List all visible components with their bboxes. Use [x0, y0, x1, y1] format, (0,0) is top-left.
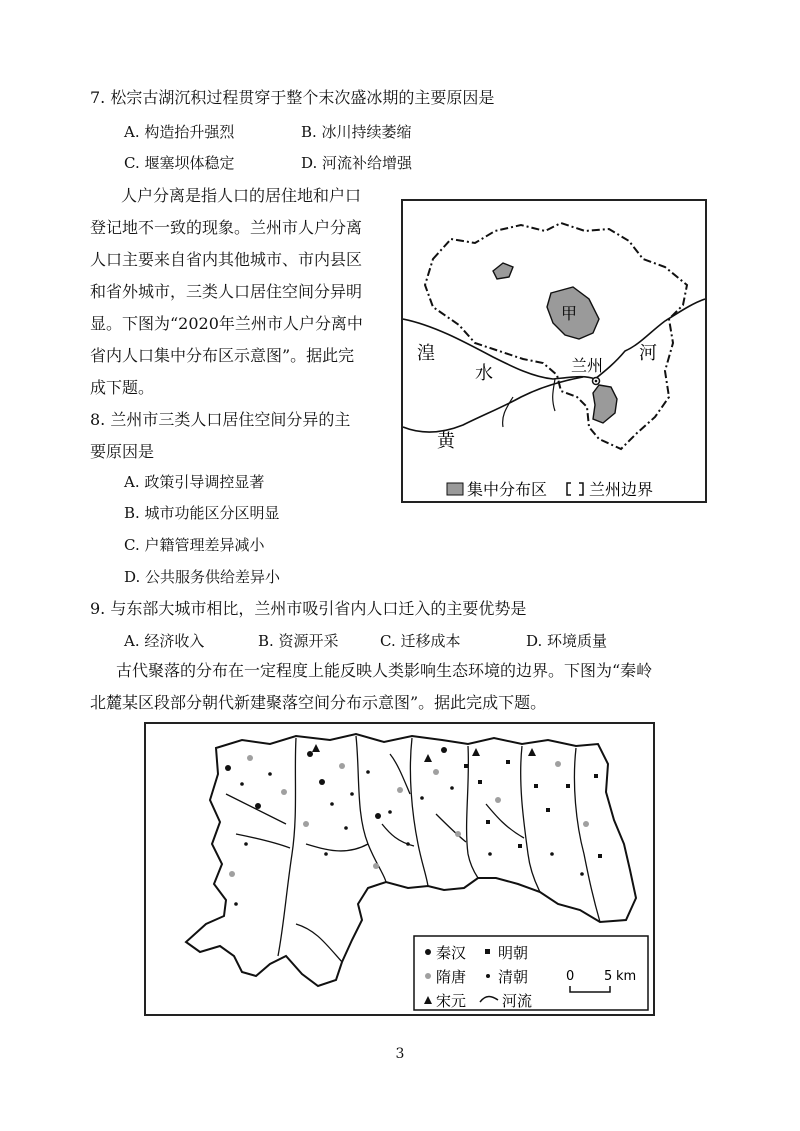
- suitang-settlement: [397, 787, 403, 793]
- legend-ming-symbol: [485, 949, 490, 954]
- qing-settlement: [234, 902, 238, 906]
- legend-river-label: 河流: [502, 992, 533, 1010]
- ming-settlement: [566, 784, 570, 788]
- legend-qinhan-symbol: [425, 949, 431, 955]
- passage1-line-3: 人口主要来自省内其他城市、市内县区: [90, 250, 363, 269]
- legend-area-swatch: [447, 483, 463, 495]
- q7-option-a: A. 构造抬升强烈: [124, 123, 235, 141]
- label-huang-shui-1: 湟: [417, 343, 435, 364]
- legend-ming-label: 明朝: [498, 944, 529, 962]
- qing-settlement: [420, 796, 424, 800]
- qing-settlement: [366, 770, 370, 774]
- suitang-settlement: [229, 871, 235, 877]
- suitang-settlement: [555, 761, 561, 767]
- huangshui-river: [403, 377, 583, 432]
- q8-option-a: A. 政策引导调控显著: [124, 473, 265, 491]
- q7-option-b: B. 冰川持续萎缩: [301, 123, 412, 141]
- qing-settlement: [324, 852, 328, 856]
- qinhan-settlement: [319, 779, 325, 785]
- q8-option-d: D. 公共服务供给差异小: [124, 568, 281, 586]
- ming-settlement: [478, 780, 482, 784]
- qing-settlement: [268, 772, 272, 776]
- passage2-line-1: 古代聚落的分布在一定程度上能反映人类影响生态环境的边界。下图为“秦岭: [116, 661, 653, 680]
- q8-option-c: C. 户籍管理差异减小: [124, 536, 265, 554]
- q9-option-d: D. 环境质量: [526, 632, 608, 650]
- suitang-settlement: [303, 821, 309, 827]
- qing-settlement: [244, 842, 248, 846]
- qing-settlement: [344, 826, 348, 830]
- suitang-settlement: [583, 821, 589, 827]
- scale-unit: km: [616, 969, 637, 984]
- qing-settlement: [406, 842, 410, 846]
- passage1-line-5: 显。下图为“2020年兰州市人户分离中: [90, 314, 363, 333]
- ming-settlement: [598, 854, 602, 858]
- legend-qing-symbol: [486, 974, 490, 978]
- passage1-line-4: 和省外城市，三类人口居住空间分异明: [90, 282, 363, 301]
- suitang-settlement: [247, 755, 253, 761]
- passage2-line-2: 北麓某区段部分朝代新建聚落空间分布示意图”。据此完成下题。: [90, 693, 547, 712]
- suitang-settlement: [373, 863, 379, 869]
- q8-option-b: B. 城市功能区分区明显: [124, 504, 280, 522]
- passage1-line-6: 省内人口集中分布区示意图”。据此完: [90, 346, 355, 365]
- qing-settlement: [550, 852, 554, 856]
- lanzhou-map-svg: [403, 201, 705, 501]
- legend-boundary-label: 兰州边界: [589, 480, 654, 499]
- q8-stem-line-2: 要原因是: [90, 442, 155, 461]
- qing-settlement: [388, 810, 392, 814]
- qing-settlement: [330, 802, 334, 806]
- passage1-line-1: 人户分离是指人口的居住地和户口: [121, 186, 362, 205]
- legend-songyuan-label: 宋元: [436, 992, 467, 1010]
- label-lanzhou: 兰州: [571, 356, 604, 375]
- qinhan-settlement: [255, 803, 261, 809]
- passage1-line-2: 登记地不一致的现象。兰州市人户分离: [90, 218, 363, 237]
- suitang-settlement: [455, 831, 461, 837]
- legend-qinhan-label: 秦汉: [436, 944, 467, 962]
- q7-option-d: D. 河流补给增强: [301, 154, 413, 172]
- qing-settlement: [240, 782, 244, 786]
- ming-settlement: [594, 774, 598, 778]
- page-number: 3: [395, 1046, 405, 1062]
- passage1-line-7: 成下题。: [90, 378, 155, 397]
- legend-qing-label: 清朝: [498, 968, 529, 986]
- qing-settlement: [350, 792, 354, 796]
- ming-settlement: [534, 784, 538, 788]
- legend-area-label: 集中分布区: [467, 480, 548, 499]
- distribution-area-small: [493, 263, 513, 279]
- qinhan-settlement: [225, 765, 231, 771]
- qing-settlement: [450, 786, 454, 790]
- suitang-settlement: [433, 769, 439, 775]
- legend-suitang-symbol: [425, 973, 431, 979]
- ming-settlement: [464, 764, 468, 768]
- scale-five: 5: [604, 969, 613, 984]
- qinhan-settlement: [441, 747, 447, 753]
- legend-boundary-swatch: [567, 483, 583, 495]
- suitang-settlement: [495, 797, 501, 803]
- suitang-settlement: [281, 789, 287, 795]
- distribution-area-lanzhou: [593, 385, 617, 423]
- q9-option-b: B. 资源开采: [258, 632, 339, 650]
- legend-suitang-label: 隋唐: [436, 968, 467, 986]
- suitang-settlement: [339, 763, 345, 769]
- qinhan-settlement: [375, 813, 381, 819]
- ming-settlement: [486, 820, 490, 824]
- label-jia: 甲: [561, 304, 578, 323]
- qinling-map-svg: [146, 724, 653, 1014]
- ming-settlement: [546, 808, 550, 812]
- scale-zero: 0: [566, 969, 575, 984]
- q9-stem: 9. 与东部大城市相比，兰州市吸引省内人口迁入的主要优势是: [90, 599, 527, 618]
- label-he: 河: [639, 343, 657, 364]
- qing-settlement: [488, 852, 492, 856]
- label-huang: 黄: [437, 431, 455, 452]
- q8-stem-line-1: 8. 兰州市三类人口居住空间分异的主: [90, 410, 351, 429]
- q7-option-c: C. 堰塞坝体稳定: [124, 154, 235, 172]
- q7-stem: 7. 松宗古湖沉积过程贯穿于整个末次盛冰期的主要原因是: [90, 88, 495, 107]
- ming-settlement: [518, 844, 522, 848]
- lanzhou-map: [401, 199, 707, 503]
- qinling-settlement-map: [144, 722, 655, 1016]
- q9-option-c: C. 迁移成本: [380, 632, 461, 650]
- label-huang-shui-2: 水: [475, 363, 493, 384]
- qing-settlement: [580, 872, 584, 876]
- q9-option-a: A. 经济收入: [124, 632, 205, 650]
- ming-settlement: [506, 760, 510, 764]
